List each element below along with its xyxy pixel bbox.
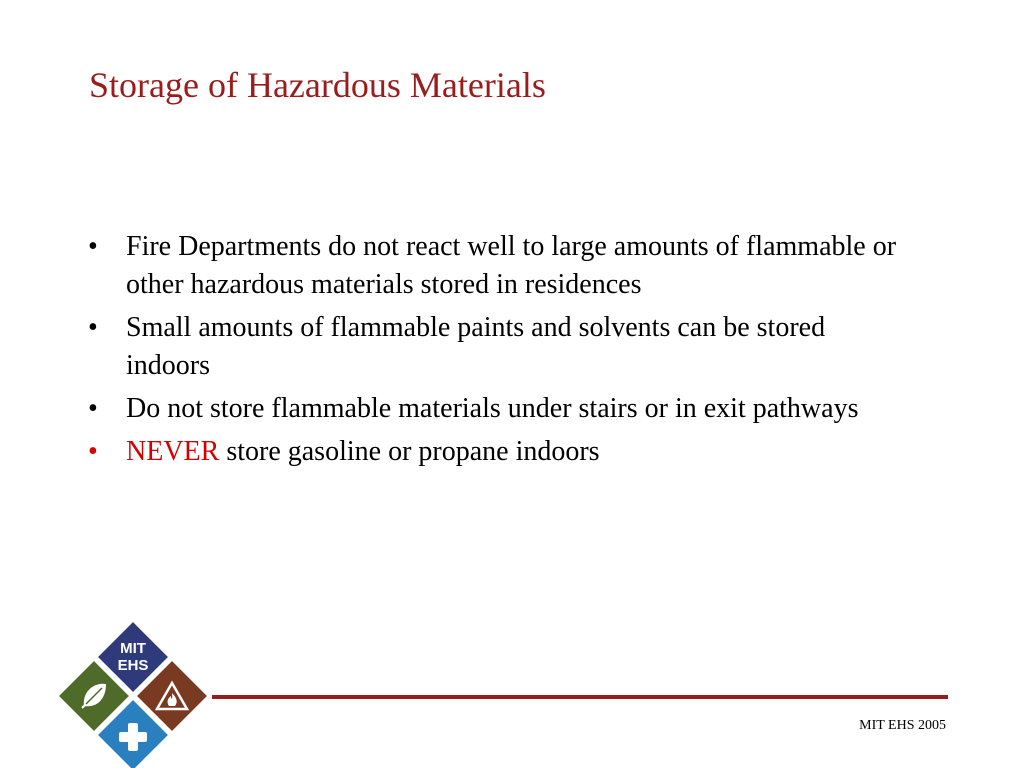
bullet-item xyxy=(88,228,908,304)
footer-rule xyxy=(212,695,948,699)
bullet-item xyxy=(88,433,908,471)
bullet-item xyxy=(88,390,908,428)
mit-ehs-logo xyxy=(52,618,214,768)
bullet-item xyxy=(88,309,908,385)
logo-text-line1: MIT xyxy=(120,640,146,657)
bullet-text: Small amounts of flammable paints and solvents can be stored indoors xyxy=(126,312,826,381)
bullet-emphasis: NEVER xyxy=(126,436,220,467)
bullet-mark: • xyxy=(88,231,98,262)
bullet-mark: • xyxy=(88,436,98,467)
bullet-mark: • xyxy=(88,393,98,424)
bullet-text: store gasoline or propane indoors xyxy=(219,436,600,467)
slide-title: Storage of Hazardous Materials xyxy=(89,65,546,105)
logo-text-line2: EHS xyxy=(117,657,149,674)
footer-text: MIT EHS 2005 xyxy=(859,718,946,733)
bullet-mark: • xyxy=(88,312,98,343)
bullet-list xyxy=(88,228,908,476)
bullet-text: Fire Departments do not react well to large amounts of flammable or other hazardous materials stored in residences xyxy=(126,231,897,300)
bullet-text: Do not store flammable materials under stairs or in exit pathways xyxy=(126,393,859,424)
